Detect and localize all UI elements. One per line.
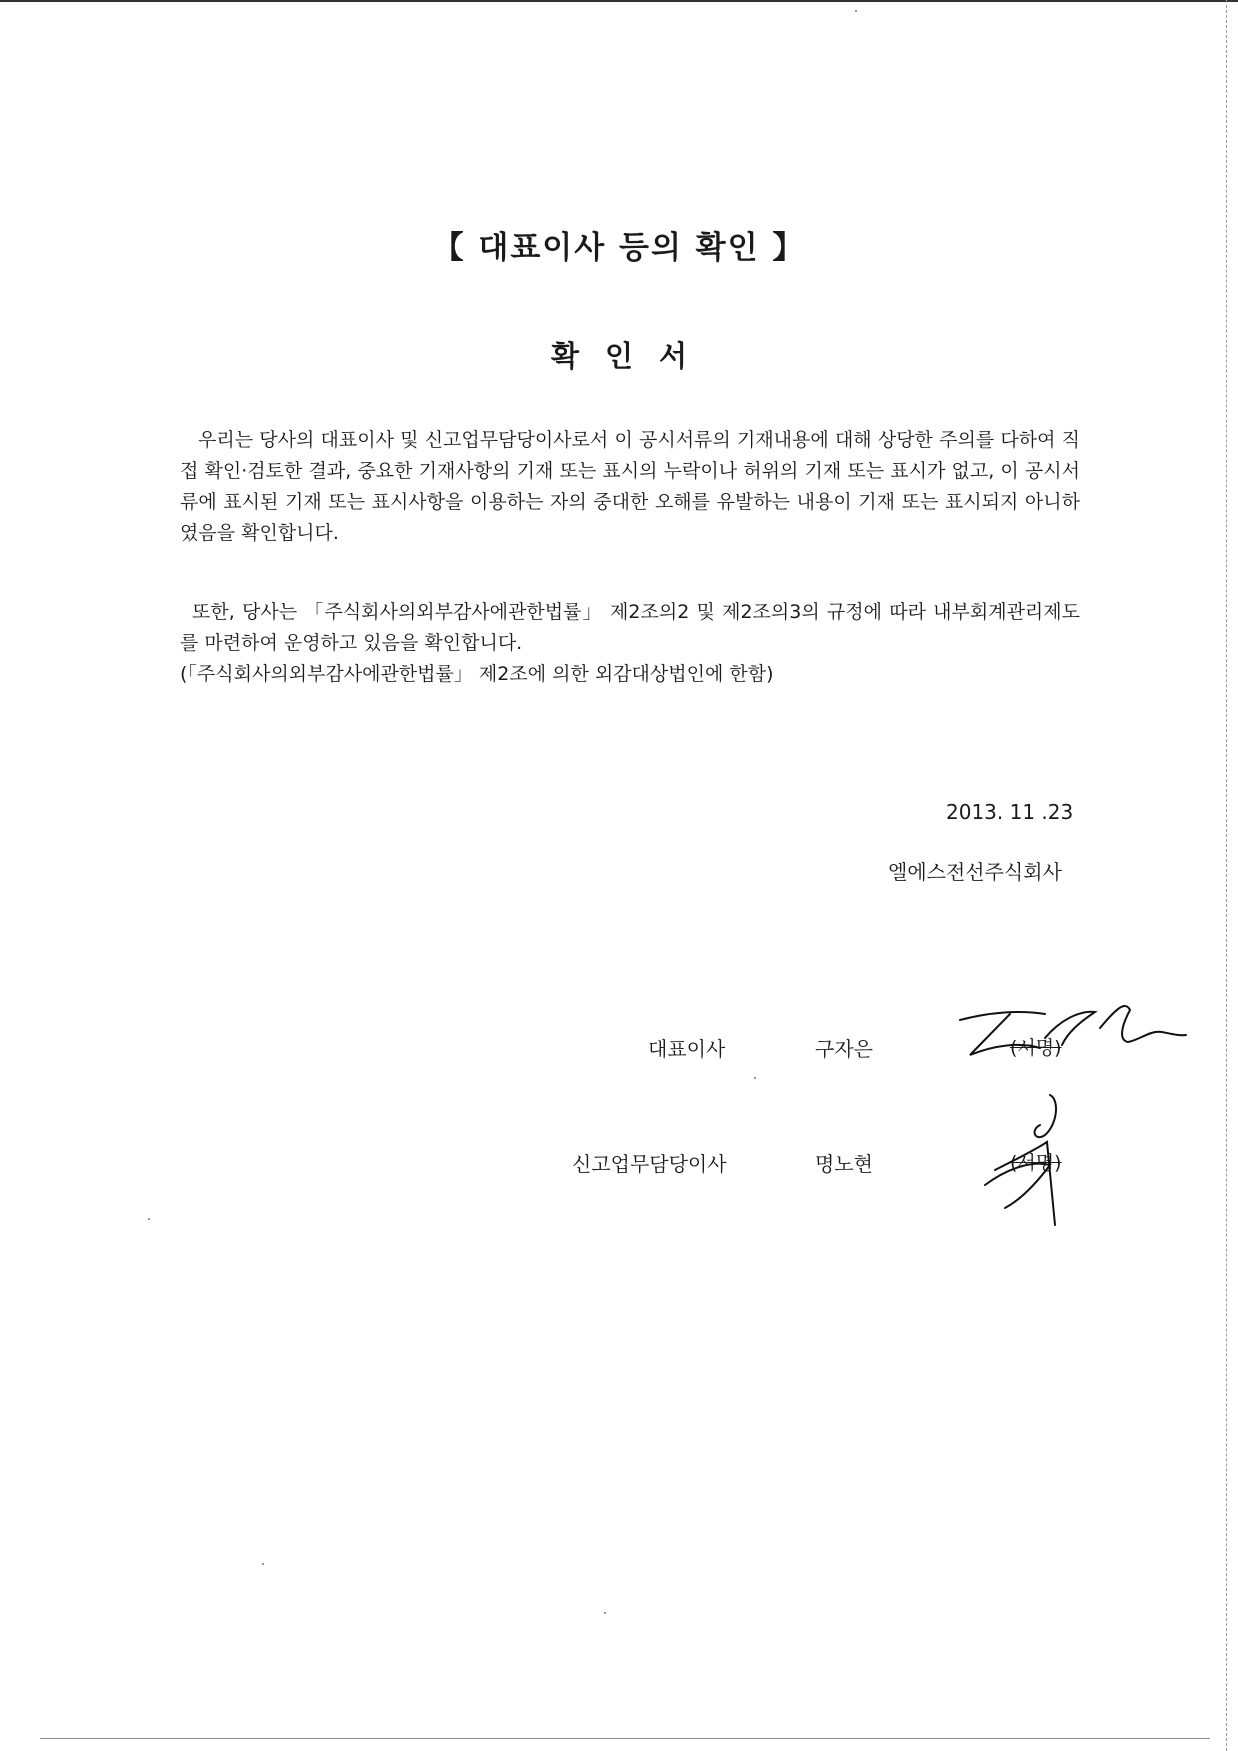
scan-speck	[855, 10, 857, 12]
signature-placeholder: (서명)	[1010, 1037, 1062, 1059]
company-name: 엘에스전선주식회사	[888, 860, 1062, 884]
document-date: 2013. 11 .23	[946, 800, 1074, 824]
document-subheading: 확인서	[550, 339, 714, 373]
handwritten-signature-ceo	[950, 1000, 1190, 1070]
scan-speck	[148, 1218, 150, 1220]
scan-speck	[262, 1563, 264, 1565]
scan-speck	[754, 1077, 756, 1079]
signature-placeholder: (서명)	[1010, 1152, 1062, 1174]
signatory-name: 명노현	[815, 1152, 873, 1176]
signatory-name: 구자은	[815, 1037, 873, 1061]
signatory-title: 대표이사	[648, 1037, 726, 1061]
scan-top-border	[0, 0, 1238, 2]
confirmation-paragraph: 우리는 당사의 대표이사 및 신고업무담당이사로서 이 공시서류의 기재내용에 대해 상당한 주의를 다하여 직접 확인·검토한 결과, 중요한 기재사항의 기재 또는 표시의 누락이나 허위의 기재 또는 표시가 없고, 이 공시서류에 표시된 기재 또는 표시사항을 이용하는 자의 중대한 오해를 유발하는 내용이 기재 또는 표시되지 아니하였음을 확인합니다.	[180, 429, 1080, 544]
internal-control-statement: 또한, 당사는 「주식회사의외부감사에관한법률」 제2조의2 및 제2조의3의 규정에 따라 내부회계관리제도를 마련하여 운영하고 있음을 확인합니다.	[180, 601, 1080, 654]
scan-bottom-border	[40, 1738, 1210, 1739]
internal-control-paragraph	[180, 597, 1080, 690]
document-heading: 【 대표이사 등의 확인 】	[432, 230, 806, 266]
applicability-note: (「주식회사의외부감사에관한법률」 제2조에 의한 외감대상법인에 한함)	[180, 663, 774, 685]
signatory-title: 신고업무담당이사	[572, 1152, 727, 1176]
scan-speck	[604, 1612, 606, 1614]
